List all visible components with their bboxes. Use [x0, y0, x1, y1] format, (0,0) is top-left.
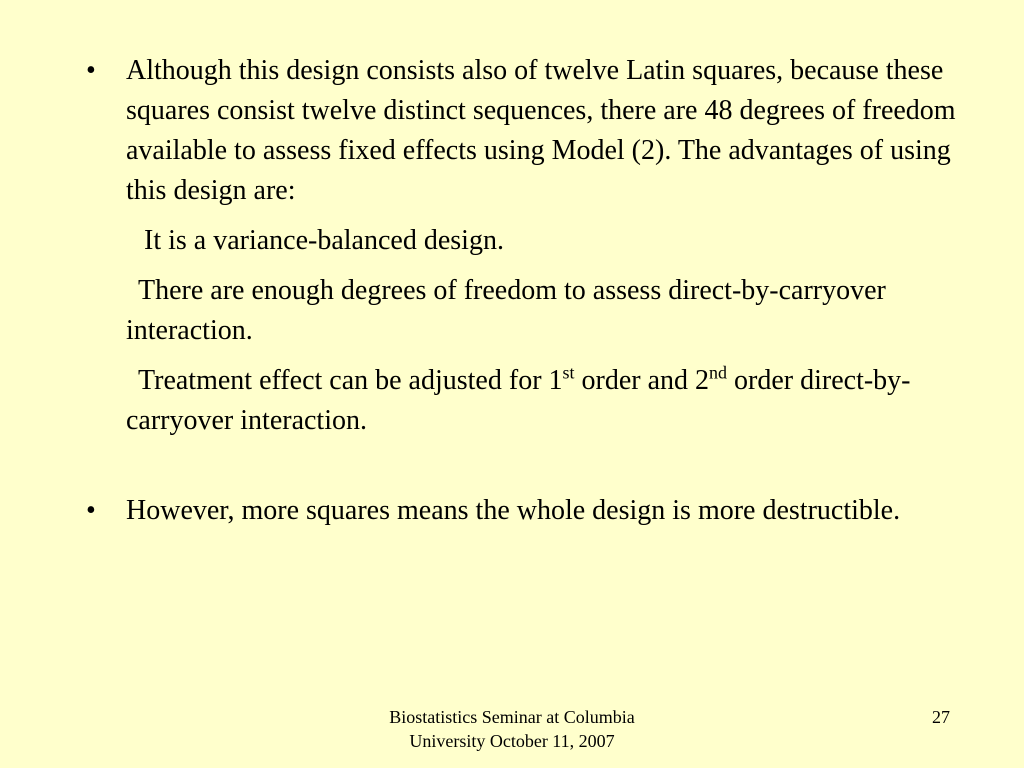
bullet-icon: •	[86, 495, 96, 526]
bullet-item-2	[86, 491, 986, 531]
advantage-3-text-part3: order direct-by-carryover interaction.	[126, 365, 911, 436]
advantage-3-superscript-1: st	[562, 362, 575, 383]
page-number: 27	[932, 707, 950, 727]
bullet-icon: •	[86, 55, 96, 86]
spacer	[86, 441, 986, 491]
advantage-1	[86, 221, 986, 261]
advantage-3-text-part2: order and 2	[574, 365, 710, 396]
slide-body	[86, 51, 986, 531]
footer-text	[362, 705, 662, 753]
advantage-3-text-part1: Treatment effect can be adjusted for 1	[138, 365, 563, 396]
advantage-3	[86, 361, 986, 441]
bullet-text-1: Although this design consists also of twelve Latin squares, because these squares consist twelve distinct sequences, there are 48 degrees of freedom available to assess fixed effects using Model (2). The advantages of using this design are:	[126, 55, 956, 206]
bullet-item-1	[86, 51, 986, 211]
advantage-2-text: There are enough degrees of freedom to assess direct-by-carryover interaction.	[126, 275, 886, 346]
footer-line-1: Biostatistics Seminar at Columbia	[389, 707, 635, 727]
footer-line-2: University October 11, 2007	[409, 731, 615, 751]
advantage-3-superscript-2: nd	[709, 362, 728, 383]
bullet-text-2: However, more squares means the whole design is more destructible.	[126, 495, 901, 526]
advantage-1-text: It is a variance-balanced design.	[144, 225, 504, 256]
advantage-2	[86, 271, 986, 351]
